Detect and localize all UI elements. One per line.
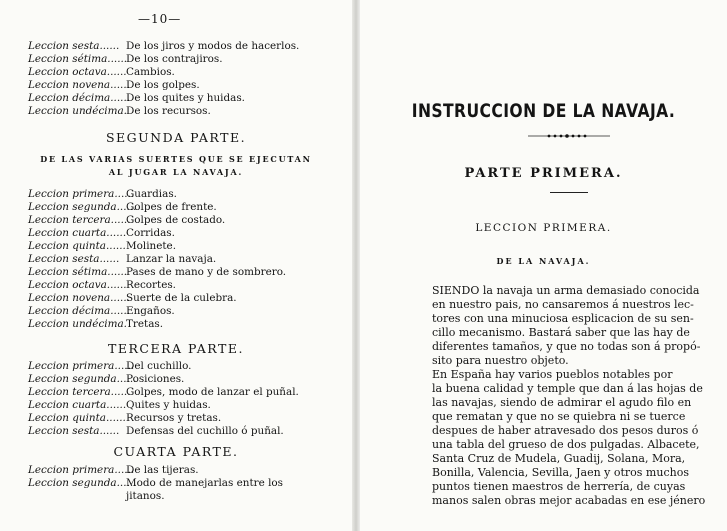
toc-line	[28, 40, 348, 53]
lesson-number: Leccion quinta......	[28, 240, 126, 252]
lesson-topic: Suerte de la culebra.	[126, 292, 237, 304]
body-line: la buena calidad y temple que dan á las hojas de	[432, 382, 703, 395]
body-line: SIENDO la navaja un arma demasiado conocida	[432, 284, 700, 297]
body-line: una tabla del grueso de dos pulgadas. Albacete,	[432, 438, 700, 451]
lesson-number: Leccion décima......	[28, 305, 131, 317]
toc-line	[28, 92, 348, 105]
lesson-topic: Golpes de frente.	[126, 201, 217, 213]
part2-subtitle-line1: DE LAS VARIAS SUERTES QUE SE EJECUTAN	[40, 154, 312, 164]
left-page	[0, 0, 352, 531]
body-line: puntos tienen maestros de herrería, de cuyas	[432, 480, 686, 493]
body-line: tores con una minuciosa esplicacion de su sen-	[432, 312, 694, 325]
body-line: Bonilla, Valencia, Sevilla, Jaen y otros muchos	[432, 466, 689, 479]
lesson-number: Leccion novena......	[28, 79, 130, 91]
lesson-number: Leccion primera......	[28, 464, 135, 476]
part2-title: SEGUNDA PARTE.	[105, 130, 247, 145]
lesson-number: Leccion segunda......	[28, 201, 137, 213]
toc-line	[28, 66, 348, 79]
toc-line	[28, 53, 348, 66]
body-line: Santa Cruz de Mudela, Guadij, Solana, Mora,	[432, 452, 686, 465]
part2-subtitle-line2: AL JUGAR LA NAVAJA.	[108, 167, 244, 177]
lesson-number: Leccion décima......	[28, 92, 131, 104]
lesson-number: Leccion undécima.	[28, 318, 127, 330]
toc-line	[28, 266, 348, 279]
lesson-number: Leccion octava......	[28, 66, 127, 78]
lesson-topic: De los golpes.	[126, 79, 200, 91]
lesson-topic: De los contrajiros.	[126, 53, 223, 65]
lesson-number: Leccion quinta......	[28, 412, 126, 424]
lesson-number: Leccion octava......	[28, 279, 127, 291]
body-line: manos salen obras mejor acabadas en ese jénero	[432, 494, 706, 507]
lesson-topic: Guardias.	[126, 188, 177, 200]
part3-title: TERCERA PARTE.	[108, 341, 244, 356]
lesson-topic: Del cuchillo.	[126, 360, 192, 372]
body-line: cillo mecanismo. Bastará saber que las hay de	[432, 326, 690, 339]
lesson-topic: Lanzar la navaja.	[126, 253, 217, 265]
lesson-number: Leccion cuarta......	[28, 227, 127, 239]
toc-line	[28, 105, 348, 118]
lesson-number: Leccion sesta......	[28, 40, 120, 52]
lesson-number: Leccion sesta......	[28, 425, 120, 437]
lesson-topic: Tretas.	[126, 318, 164, 330]
toc-continuation: jitanos.	[126, 490, 165, 502]
lesson-topic: Modo de manejarlas entre los	[126, 477, 283, 489]
body-line: despues de haber atravesado dos pesos duros ó	[432, 424, 699, 437]
toc-line	[28, 399, 348, 412]
toc-line	[28, 360, 348, 373]
lesson-topic: De los quites y huidas.	[126, 92, 245, 104]
toc-line	[28, 240, 348, 253]
toc-line	[28, 318, 348, 331]
lesson-topic: Defensas del cuchillo ó puñal.	[126, 425, 284, 437]
lesson-number: Leccion primera......	[28, 188, 135, 200]
lesson-number: Leccion sétima......	[28, 53, 128, 65]
toc-line	[28, 79, 348, 92]
toc-line	[28, 425, 348, 438]
toc-line	[28, 412, 348, 425]
toc-line	[28, 477, 348, 490]
body-line: en nuestro pais, no cansaremos á nuestros lec-	[432, 298, 694, 311]
lesson-topic: De los jiros y modos de hacerlos.	[126, 40, 300, 52]
toc-line	[28, 201, 348, 214]
lesson-number: Leccion tercera......	[28, 386, 131, 398]
lesson-number: Leccion segunda......	[28, 373, 137, 385]
lesson-topic: Recursos y tretas.	[126, 412, 222, 424]
page-number: —10—	[138, 12, 182, 26]
lesson-topic: Cambios.	[126, 66, 175, 78]
body-line: diferentes tamaños, y que no todas son á propó-	[432, 340, 701, 353]
lesson-topic: De los recursos.	[126, 105, 211, 117]
lesson-topic: Recortes.	[126, 279, 176, 291]
lesson-topic: Quites y huidas.	[126, 399, 211, 411]
toc-line	[28, 386, 348, 399]
lesson-number: Leccion novena......	[28, 292, 130, 304]
lesson-number: Leccion undécima.	[28, 105, 127, 117]
part4-title: CUARTA PARTE.	[113, 444, 239, 459]
toc-line	[28, 373, 348, 386]
lesson-topic: Molinete.	[126, 240, 177, 252]
lesson-topic: De las tijeras.	[126, 464, 199, 476]
lesson-topic: Golpes de costado.	[126, 214, 226, 226]
ornament-divider	[528, 132, 610, 140]
toc-line	[28, 214, 348, 227]
lesson-topic: Golpes, modo de lanzar el puñal.	[126, 386, 299, 398]
lesson-number: Leccion cuarta......	[28, 399, 127, 411]
body-line: En España hay varios pueblos notables por	[432, 368, 673, 381]
toc-line	[28, 227, 348, 240]
book-gutter	[352, 0, 360, 531]
body-line: las navajas, siendo de admirar el agudo filo en	[432, 396, 692, 409]
body-line: que rematan y que no se quiebra ni se tuerce	[432, 410, 686, 423]
body-line: sito para nuestro objeto.	[432, 354, 569, 367]
lesson-number: Leccion tercera......	[28, 214, 131, 226]
part1-title: PARTE PRIMERA.	[464, 166, 623, 181]
toc-line	[28, 305, 348, 318]
lesson-number: Leccion sesta......	[28, 253, 120, 265]
short-rule	[550, 192, 588, 193]
toc-line	[28, 188, 348, 201]
lesson-number: Leccion segunda......	[28, 477, 137, 489]
lesson-topic: Corridas.	[126, 227, 175, 239]
toc-line	[28, 253, 348, 266]
toc-line	[28, 279, 348, 292]
lesson-number: Leccion sétima......	[28, 266, 128, 278]
lesson-topic: Engaños.	[126, 305, 175, 317]
lesson-topic: Pases de mano y de sombrero.	[126, 266, 287, 278]
toc-line	[28, 464, 348, 477]
book-title: INSTRUCCION DE LA NAVAJA.	[411, 100, 676, 122]
lesson-subtitle: DE LA NAVAJA.	[496, 256, 591, 266]
toc-line	[28, 292, 348, 305]
lesson-topic: Posiciones.	[126, 373, 185, 385]
lesson-number: Leccion primera......	[28, 360, 135, 372]
lesson-title: LECCION PRIMERA.	[475, 222, 612, 234]
